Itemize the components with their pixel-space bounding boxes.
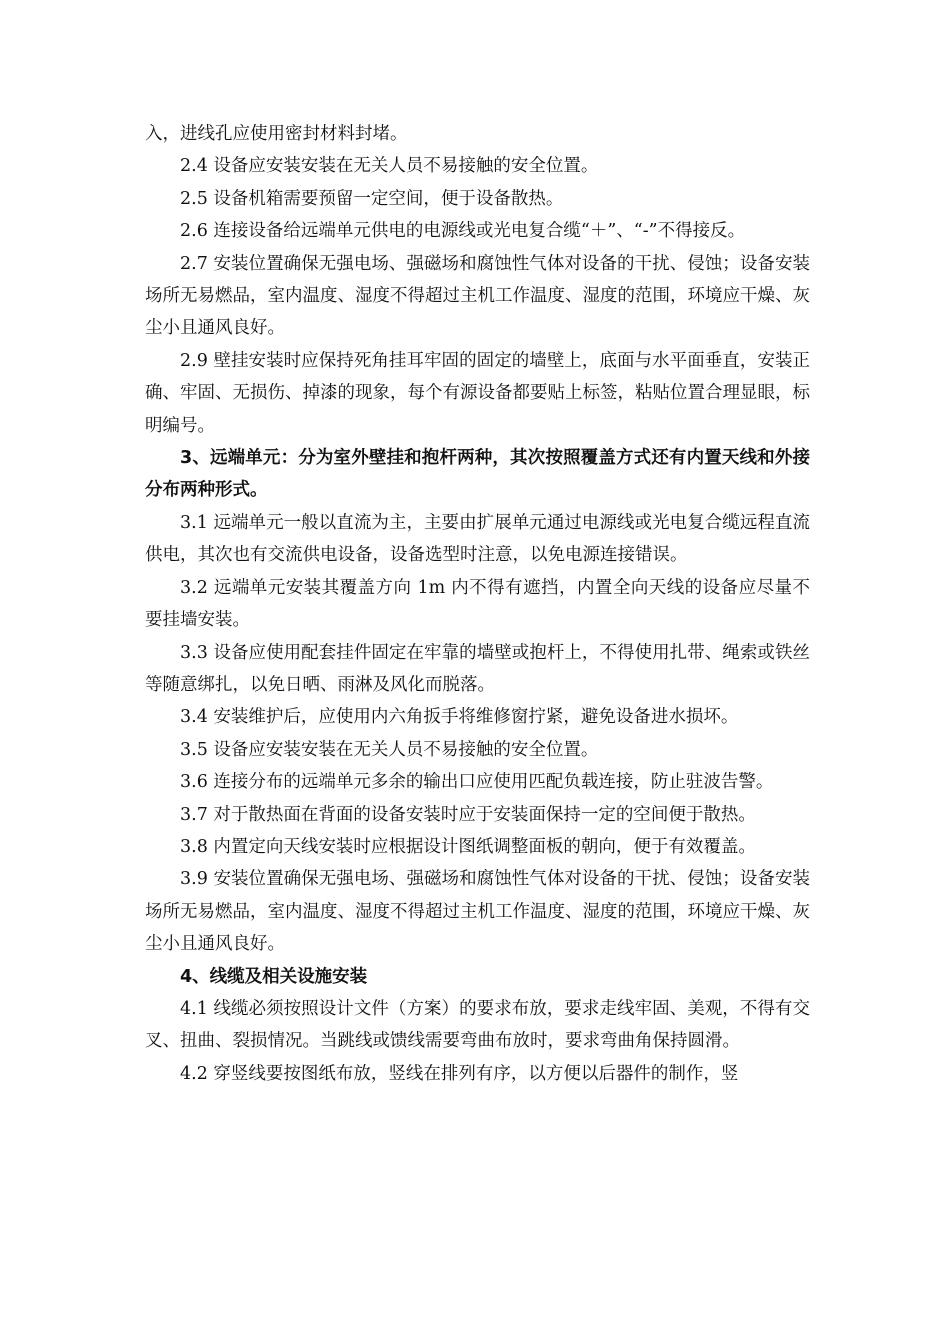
- paragraph-2-6: 2.6 连接设备给远端单元供电的电源线或光电复合缆“＋”、“-”不得接反。: [180, 221, 746, 242]
- paragraph-3-4: 3.4 安装维护后，应使用内六角扳手将维修窗拧紧，避免设备进水损坏。: [180, 707, 739, 728]
- paragraph-2-7: 2.7 安装位置确保无强电场、强磁场和腐蚀性气体对设备的干扰、侵蚀；设备安装场所无易燃品，室内温度、湿度不得超过主机工作温度、湿度的范围，环境应干燥、灰尘小且通风良好。: [145, 253, 810, 339]
- document-body: [145, 118, 810, 1090]
- paragraph-3-8: 3.8 内置定向天线安装时应根据设计图纸调整面板的朝向，便于有效覆盖。: [180, 836, 756, 857]
- paragraph-continuation: 入，进线孔应使用密封材料封堵。: [145, 124, 408, 144]
- paragraph-2-4: 2.4 设备应安装安装在无关人员不易接触的安全位置。: [180, 156, 599, 177]
- paragraph-3-1: 3.1 远端单元一般以直流为主，主要由扩展单元通过电源线或光电复合缆远程直流供电，其次也有交流供电设备，设备选型时注意，以免电源连接错误。: [145, 512, 810, 566]
- paragraph-2-5: 2.5 设备机箱需要预留一定空间，便于设备散热。: [180, 188, 564, 209]
- paragraph-3-9: 3.9 安装位置确保无强电场、强磁场和腐蚀性气体对设备的干扰、侵蚀；设备安装场所无易燃品，室内温度、湿度不得超过主机工作温度、湿度的范围，环境应干燥、灰尘小且通风良好。: [145, 869, 810, 955]
- paragraph-3-5: 3.5 设备应安装安装在无关人员不易接触的安全位置。: [180, 739, 599, 760]
- section-heading-4: 4、线缆及相关设施安装: [180, 966, 368, 987]
- paragraph-3-3: 3.3 设备应使用配套挂件固定在牢靠的墙壁或抱杆上，不得使用扎带、绳索或铁丝等随意绑扎，以免日晒、雨淋及风化而脱落。: [145, 642, 810, 695]
- paragraph-3-2: 3.2 远端单元安装其覆盖方向 1m 内不得有遮挡，内置全向天线的设备应尽量不要挂墙安装。: [145, 577, 810, 631]
- section-heading-3: 3、远端单元：分为室外壁挂和抱杆两种，其次按照覆盖方式还有内置天线和外接分布两种形式。: [145, 448, 810, 501]
- paragraph-3-7: 3.7 对于散热面在背面的设备安装时应于安装面保持一定的空间便于散热。: [180, 804, 756, 825]
- paragraph-4-1: 4.1 线缆必须按照设计文件（方案）的要求布放，要求走线牢固、美观，不得有交叉、扭曲、裂损情况。当跳线或馈线需要弯曲布放时，要求弯曲角保持圆滑。: [145, 998, 810, 1052]
- paragraph-2-9: 2.9 壁挂安装时应保持死角挂耳牢固的固定的墙壁上，底面与水平面垂直，安装正确、牢固、无损伤、掉漆的现象，每个有源设备都要贴上标签，粘贴位置合理显眼，标明编号。: [145, 350, 810, 436]
- paragraph-4-2: 4.2 穿竖线要按图纸布放，竖线在排列有序，以方便以后器件的制作，竖: [180, 1063, 739, 1084]
- paragraph-3-6: 3.6 连接分布的远端单元多余的输出口应使用匹配负载连接，防止驻波告警。: [180, 772, 774, 793]
